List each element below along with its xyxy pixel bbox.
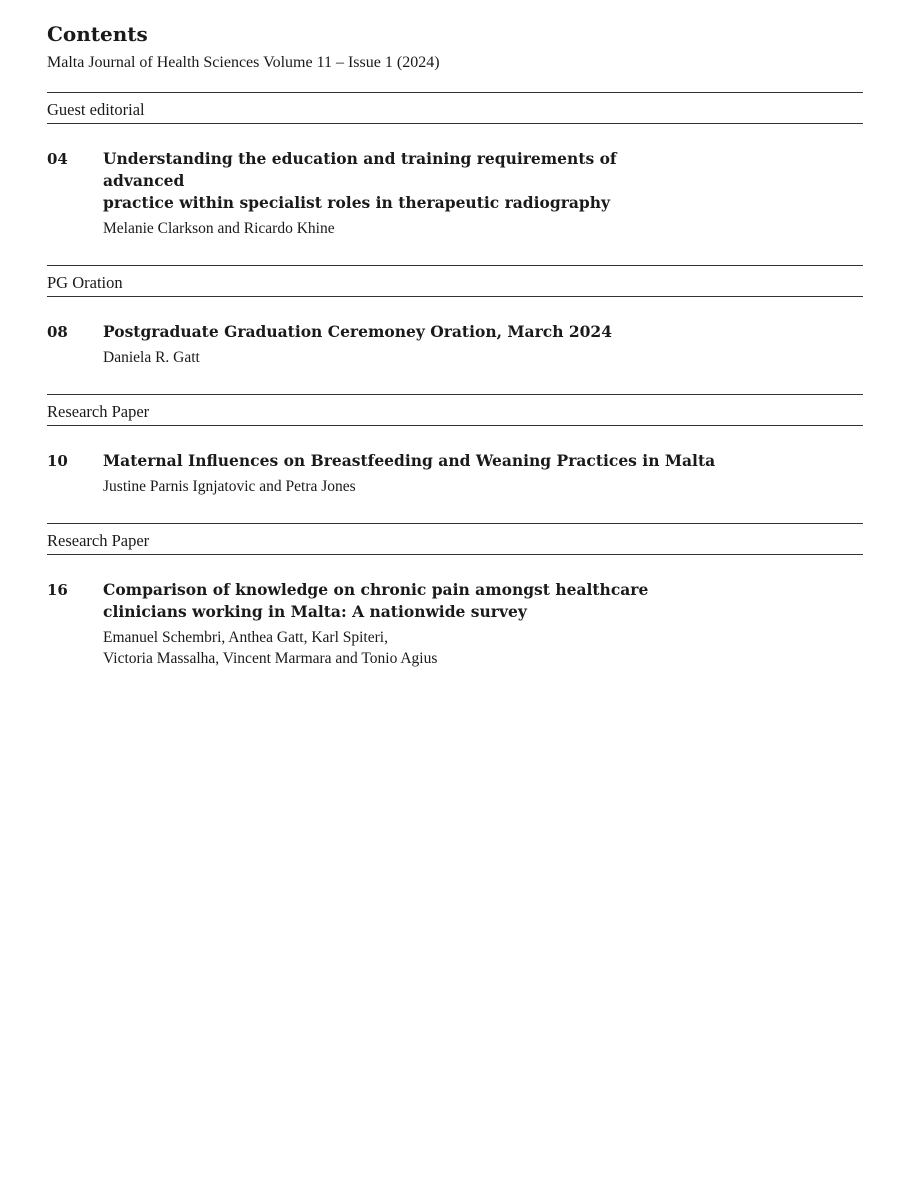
article-authors: Daniela R. Gatt: [103, 349, 200, 366]
section-heading: PG Oration: [47, 265, 863, 297]
section-heading: Research Paper: [47, 394, 863, 426]
toc-section-research-paper-1: [47, 394, 863, 497]
page-number: 10: [47, 452, 68, 470]
entry-body: [103, 321, 683, 368]
page-number: 16: [47, 581, 68, 599]
toc-section-guest-editorial: [47, 92, 863, 239]
entry-body: [103, 450, 743, 497]
toc-section-pg-oration: [47, 265, 863, 368]
section-heading: Guest editorial: [47, 92, 863, 124]
article-title[interactable]: Understanding the education and training requirements of advanced practice within specialist roles in therapeutic radiography: [103, 149, 617, 212]
page-number: 04: [47, 150, 68, 168]
entry-body: [103, 579, 683, 669]
journal-subtitle: Malta Journal of Health Sciences Volume 11 – Issue 1 (2024): [47, 54, 440, 71]
contents-page: [47, 20, 863, 669]
entry-body: [103, 148, 683, 239]
page-title: Contents: [47, 22, 148, 46]
toc-entry[interactable]: [47, 426, 863, 497]
article-title[interactable]: Maternal Influences on Breastfeeding and Weaning Practices in Malta: [103, 451, 716, 470]
section-heading: Research Paper: [47, 523, 863, 555]
toc-section-research-paper-2: [47, 523, 863, 669]
article-authors: Emanuel Schembri, Anthea Gatt, Karl Spiteri, Victoria Massalha, Vincent Marmara and Tonio Agius: [103, 629, 438, 667]
article-title[interactable]: Comparison of knowledge on chronic pain amongst healthcare clinicians working in Malta: A nationwide survey: [103, 580, 649, 621]
article-title[interactable]: Postgraduate Graduation Ceremoney Oration, March 2024: [103, 322, 612, 341]
article-authors: Melanie Clarkson and Ricardo Khine: [103, 220, 335, 237]
toc-entry[interactable]: [47, 297, 863, 368]
article-authors: Justine Parnis Ignjatovic and Petra Jones: [103, 478, 356, 495]
page-number: 08: [47, 323, 68, 341]
toc-entry[interactable]: [47, 124, 863, 239]
toc-entry[interactable]: [47, 555, 863, 669]
